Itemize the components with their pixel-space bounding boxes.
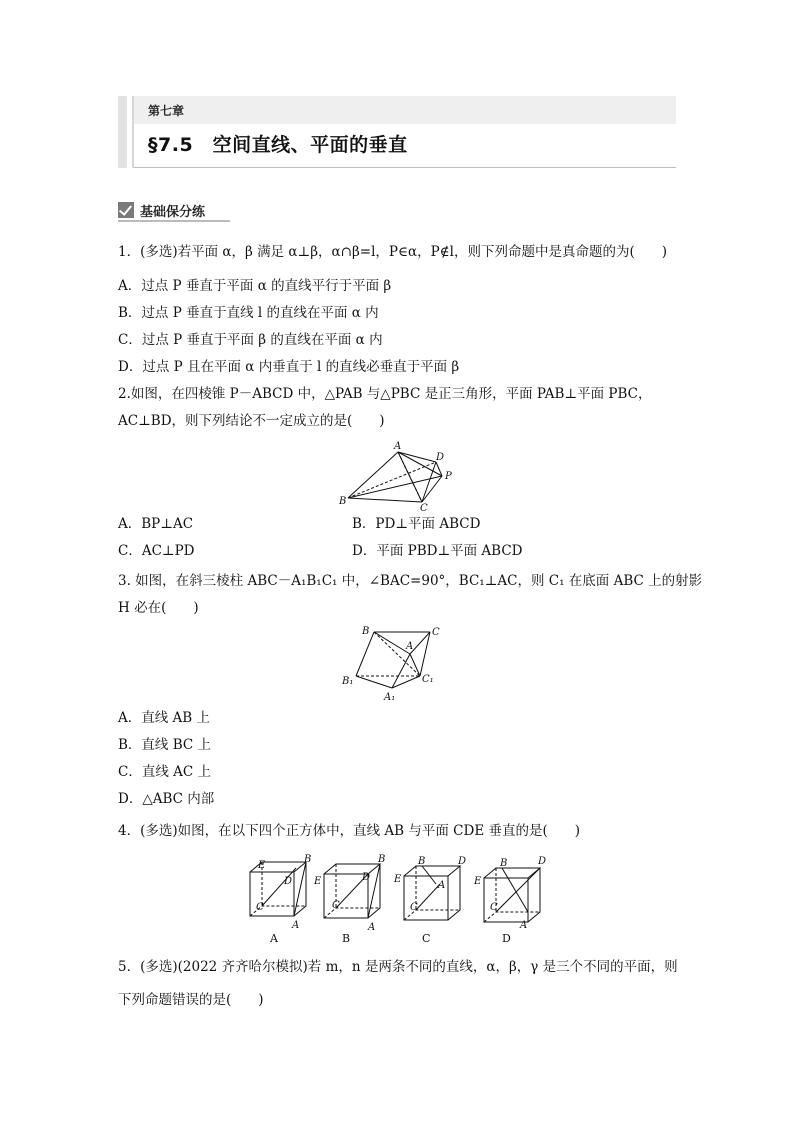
q4-a-label-a: A [292, 920, 300, 931]
q4-a-label-d: D [284, 876, 293, 887]
q4-d-label-d: D [538, 856, 547, 867]
q4-caption-b: B [342, 932, 351, 945]
q1-option-c: C．过点 P 垂直于平面 β 的直线在平面 α 内 [118, 332, 383, 348]
q3-label-b: B [362, 626, 370, 637]
q3-option-d: D．△ABC 内部 [118, 791, 215, 807]
q2-pyramid-figure [330, 436, 470, 512]
q4-c-label-b: B [418, 856, 426, 867]
q2-option-d: D．平面 PBD⊥平面 ABCD [352, 543, 523, 559]
q3-label-a: A [406, 641, 414, 652]
q1-stem: 1．(多选)若平面 α，β 满足 α⊥β，α∩β=l，P∈α，P∉l，则下列命题中是真命题的为( ) [118, 244, 668, 260]
q4-c-label-e: E [394, 874, 402, 885]
check-icon [118, 202, 134, 218]
section-badge [118, 200, 205, 220]
q3-stem-line2: H 必在( ) [118, 600, 199, 616]
q1-option-d: D．过点 P 且在平面 α 内垂直于 l 的直线必垂直于平面 β [118, 359, 460, 375]
chapter-header [118, 96, 676, 168]
chapter-label: 第七章 [148, 104, 185, 118]
q3-label-c: C [432, 627, 440, 638]
q5-stem-line1: 5．(多选)(2022 齐齐哈尔模拟)若 m，n 是两条不同的直线，α，β，γ 是三个不同的平面，则 [118, 959, 678, 975]
section-badge-label: 基础保分练 [140, 204, 206, 220]
section-title: §7.5 空间直线、平面的垂直 [148, 134, 408, 156]
q3-option-b: B．直线 BC 上 [118, 737, 212, 753]
q4-a-label-c: C [256, 902, 264, 913]
q4-c-label-c: C [410, 902, 418, 913]
q4-b-label-d: D [362, 872, 371, 883]
q4-b-label-b: B [378, 854, 386, 865]
q4-a-label-e: E [258, 860, 266, 871]
q1-option-a: A．过点 P 垂直于平面 α 的直线平行于平面 β [118, 278, 392, 294]
header-band [134, 96, 676, 124]
q2-label-d: D [436, 452, 445, 463]
q2-stem-line2: AC⊥BD，则下列结论不一定成立的是( ) [118, 413, 385, 429]
q2-option-a: A．BP⊥AC [118, 516, 194, 532]
q1-option-b: B．过点 P 垂直于直线 l 的直线在平面 α 内 [118, 305, 379, 321]
q2-label-c: C [420, 503, 428, 512]
q4-b-label-a: A [368, 922, 376, 933]
q4-cubes-figure [240, 854, 560, 946]
q4-d-label-e: E [474, 876, 482, 887]
header-accent-bar [118, 96, 127, 168]
q3-label-c1: C₁ [422, 674, 434, 685]
q3-label-a1: A₁ [384, 692, 396, 703]
q4-caption-a: A [270, 932, 278, 945]
q3-prism-figure [340, 624, 450, 704]
header-divider [134, 167, 676, 168]
q4-a-label-b: B [304, 854, 312, 865]
q3-label-b1: B₁ [342, 676, 354, 687]
q2-label-b: B [339, 496, 347, 507]
q2-option-b: B．PD⊥平面 ABCD [352, 516, 481, 532]
q4-c-label-d: D [458, 856, 467, 867]
q4-d-label-b: B [500, 858, 508, 869]
q4-caption-c: C [422, 932, 431, 945]
q4-b-label-c: C [332, 900, 340, 911]
q2-label-p: P [445, 471, 452, 482]
q4-c-label-a: A [438, 880, 446, 891]
q5-stem-line2: 下列命题错误的是( ) [118, 992, 264, 1008]
q4-stem: 4．(多选)如图，在以下四个正方体中，直线 AB 与平面 CDE 垂直的是( ) [118, 823, 580, 839]
q4-d-label-a: A [520, 920, 528, 931]
q4-d-label-c: C [490, 902, 498, 913]
q3-option-c: C．直线 AC 上 [118, 764, 211, 780]
q3-option-a: A．直线 AB 上 [118, 710, 211, 726]
q2-option-c: C．AC⊥PD [118, 543, 195, 559]
q2-label-a: A [394, 441, 402, 452]
q4-caption-d: D [502, 932, 511, 945]
badge-underline [118, 220, 230, 222]
q2-stem-line1: 2.如图，在四棱锥 P－ABCD 中，△PAB 与△PBC 是正三角形，平面 PAB⊥平面 PBC， [118, 386, 652, 402]
q4-b-label-e: E [314, 876, 322, 887]
q3-stem-line1: 3. 如图，在斜三棱柱 ABC－A₁B₁C₁ 中，∠BAC=90°，BC₁⊥AC，则 C₁ 在底面 ABC 上的射影 [118, 573, 703, 589]
